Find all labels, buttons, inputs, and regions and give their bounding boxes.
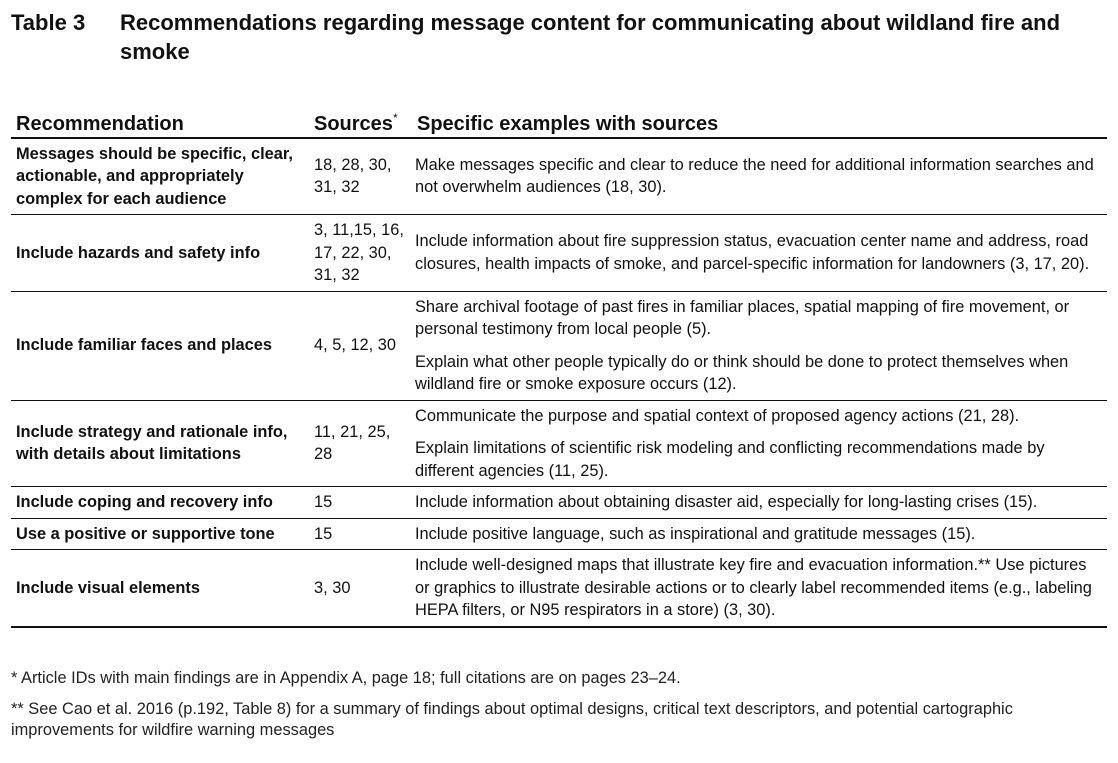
examples-cell: [412, 518, 1107, 550]
header-sources-label: Sources: [314, 113, 393, 135]
header-recommendation: Recommendation: [11, 107, 309, 138]
examples-cell: [412, 138, 1107, 215]
recommendation-cell: Include strategy and rationale info, with details about limitations: [11, 400, 309, 487]
header-examples: Specific examples with sources: [412, 107, 1107, 138]
sources-cell: 11, 21, 25, 28: [309, 400, 412, 487]
recommendation-cell: Messages should be specific, clear, actionable, and appropriately complex for each audience: [11, 138, 309, 215]
examples-cell: [412, 487, 1107, 519]
recommendation-cell: Include visual elements: [11, 550, 309, 627]
table-row: [11, 291, 1107, 400]
table-row: [11, 487, 1107, 519]
examples-cell: [412, 400, 1107, 487]
example-text: Include information about obtaining disaster aid, especially for long-lasting crises (15).: [415, 493, 1038, 511]
recommendation-cell: Include familiar faces and places: [11, 291, 309, 400]
table-row: [11, 400, 1107, 487]
recommendations-table: [11, 107, 1107, 628]
table-caption: [11, 8, 1106, 66]
table-body: [11, 138, 1107, 627]
table-row: [11, 215, 1107, 292]
example-text: Include well-designed maps that illustrate key fire and evacuation information.** Use pictures or graphics to illustrate desirable actions or to clearly label recommended items (e.g., labeling HEPA filters, or N95 respirators in a store) (3, 30).: [415, 556, 1092, 619]
table-row: [11, 518, 1107, 550]
table-row: [11, 550, 1107, 627]
recommendation-cell: Use a positive or supportive tone: [11, 518, 309, 550]
example-text: Explain limitations of scientific risk modeling and conflicting recommendations made by different agencies (11, 25).: [415, 439, 1045, 480]
sources-cell: 3, 30: [309, 550, 412, 627]
sources-cell: 18, 28, 30, 31, 32: [309, 138, 412, 215]
examples-cell: [412, 291, 1107, 400]
footnotes: [11, 668, 1091, 751]
table-row: [11, 138, 1107, 215]
header-sources-footnote-mark: *: [392, 111, 398, 125]
sources-cell: 15: [309, 518, 412, 550]
example-text: Communicate the purpose and spatial context of proposed agency actions (21, 28).: [415, 406, 1020, 425]
footnote: ** See Cao et al. 2016 (p.192, Table 8) for a summary of findings about optimal designs, critical text descriptors, and potential cartographic improvements for wildfire warning messages: [11, 700, 1013, 739]
sources-cell: 4, 5, 12, 30: [309, 291, 412, 400]
examples-cell: [412, 215, 1107, 292]
table-header-row: [11, 107, 1107, 138]
recommendation-cell: Include coping and recovery info: [11, 487, 309, 519]
sources-cell: 3, 11,15, 16, 17, 22, 30, 31, 32: [309, 215, 412, 292]
table-title: Recommendations regarding message content for communicating about wildland fire and smoke: [120, 10, 1061, 64]
sources-cell: 15: [309, 487, 412, 519]
example-text: Share archival footage of past fires in familiar places, spatial mapping of fire movement, or personal testimony from local people (5).: [415, 297, 1070, 338]
header-sources: [309, 107, 412, 138]
example-text: Include positive language, such as inspirational and gratitude messages (15).: [415, 524, 976, 543]
example-text: Include information about fire suppression status, evacuation center name and address, road closures, health impacts of smoke, and parcel-specific information for landowners (3, 17, 20).: [415, 232, 1090, 273]
footnote: * Article IDs with main findings are in Appendix A, page 18; full citations are on pages 23–24.: [11, 669, 681, 687]
examples-cell: [412, 550, 1107, 627]
recommendation-cell: Include hazards and safety info: [11, 215, 309, 292]
example-text: Explain what other people typically do or think should be done to protect themselves when wildland fire or smoke exposure occurs (12).: [415, 352, 1069, 393]
example-text: Make messages specific and clear to reduce the need for additional information searches and not overwhelm audiences (18, 30).: [415, 155, 1094, 197]
table-number: Table 3: [11, 10, 86, 35]
